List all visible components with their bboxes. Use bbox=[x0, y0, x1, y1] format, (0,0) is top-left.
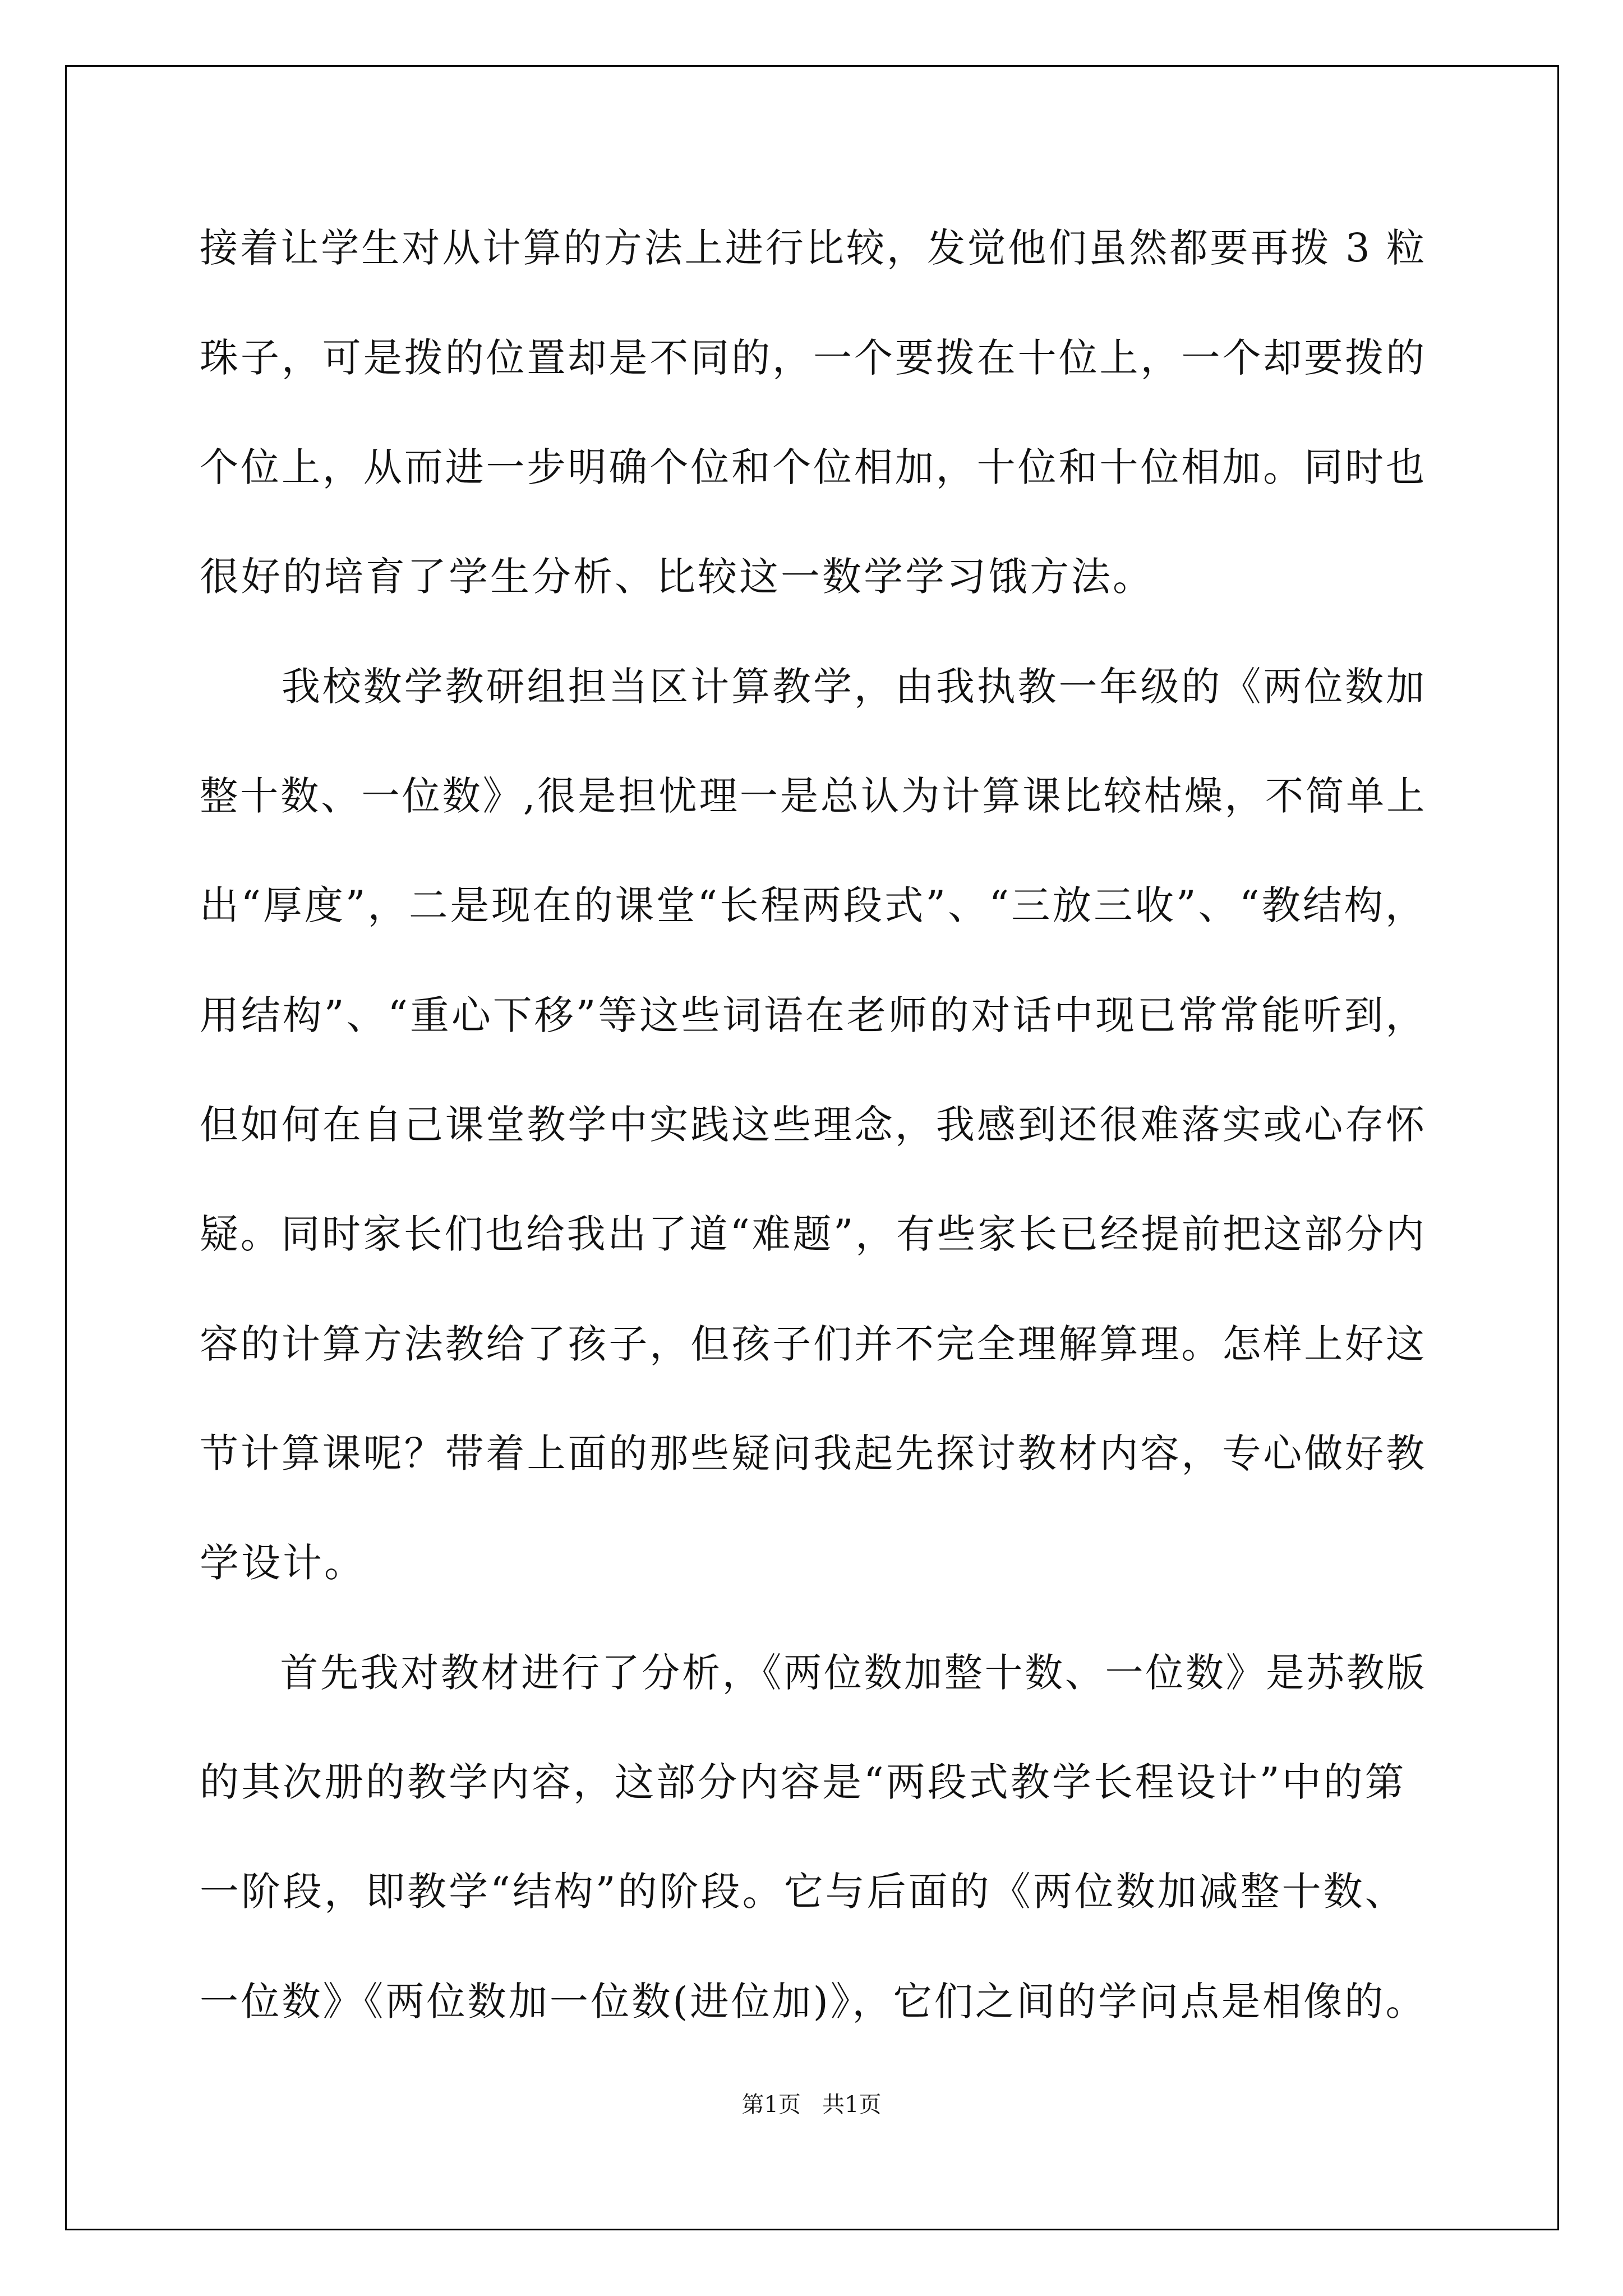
text-line: 整十数、一位数》,很是担忧理一是总认为计算课比较枯燥，不简单上 bbox=[200, 773, 1427, 819]
text-line: 用结构”、“重心下移”等这些词语在老师的对话中现已常常能听到， bbox=[200, 992, 1427, 1038]
text-line: 的其次册的教学内容，这部分内容是“两段式教学长程设计”中的第 bbox=[200, 1759, 1407, 1805]
text-line: 珠子，可是拨的位置却是不同的，一个要拨在十位上，一个却要拨的 bbox=[200, 335, 1427, 381]
text-line: 学设计。 bbox=[200, 1540, 366, 1586]
text-line: 一位数》《两位数加一位数(进位加)》，它们之间的学问点是相像的。 bbox=[200, 1978, 1427, 2024]
text-line: 我校数学教研组担当区计算教学，由我执教一年级的《两位数加 bbox=[200, 664, 1427, 710]
text-line: 容的计算方法教给了孩子，但孩子们并不完全理解算理。怎样上好这 bbox=[200, 1321, 1427, 1367]
text-line: 首先我对教材进行了分析，《两位数加整十数、一位数》是苏教版 bbox=[200, 1650, 1427, 1696]
text-line: 疑。同时家长们也给我出了道“难题”，有些家长已经提前把这部分内 bbox=[200, 1211, 1427, 1257]
text-line: 很好的培育了学生分析、比较这一数学学习饿方法。 bbox=[200, 554, 1154, 600]
text-line: 一阶段，即教学“结构”的阶段。它与后面的《两位数加减整十数、 bbox=[200, 1869, 1407, 1915]
text-line: 但如何在自己课堂教学中实践这些理念，我感到还很难落实或心存怀 bbox=[200, 1102, 1427, 1148]
text-line: 节计算课呢？带着上面的那些疑问我起先探讨教材内容，专心做好教 bbox=[200, 1430, 1427, 1476]
text-line: 接着让学生对从计算的方法上进行比较，发觉他们虽然都要再拨 3 粒 bbox=[200, 225, 1427, 271]
text-line: 个位上，从而进一步明确个位和个位相加，十位和十位相加。同时也 bbox=[200, 444, 1427, 490]
page-footer: 第1页 共1页 bbox=[741, 2092, 882, 2118]
text-line: 出“厚度”，二是现在的课堂“长程两段式”、“三放三收”、“教结构， bbox=[200, 882, 1427, 928]
